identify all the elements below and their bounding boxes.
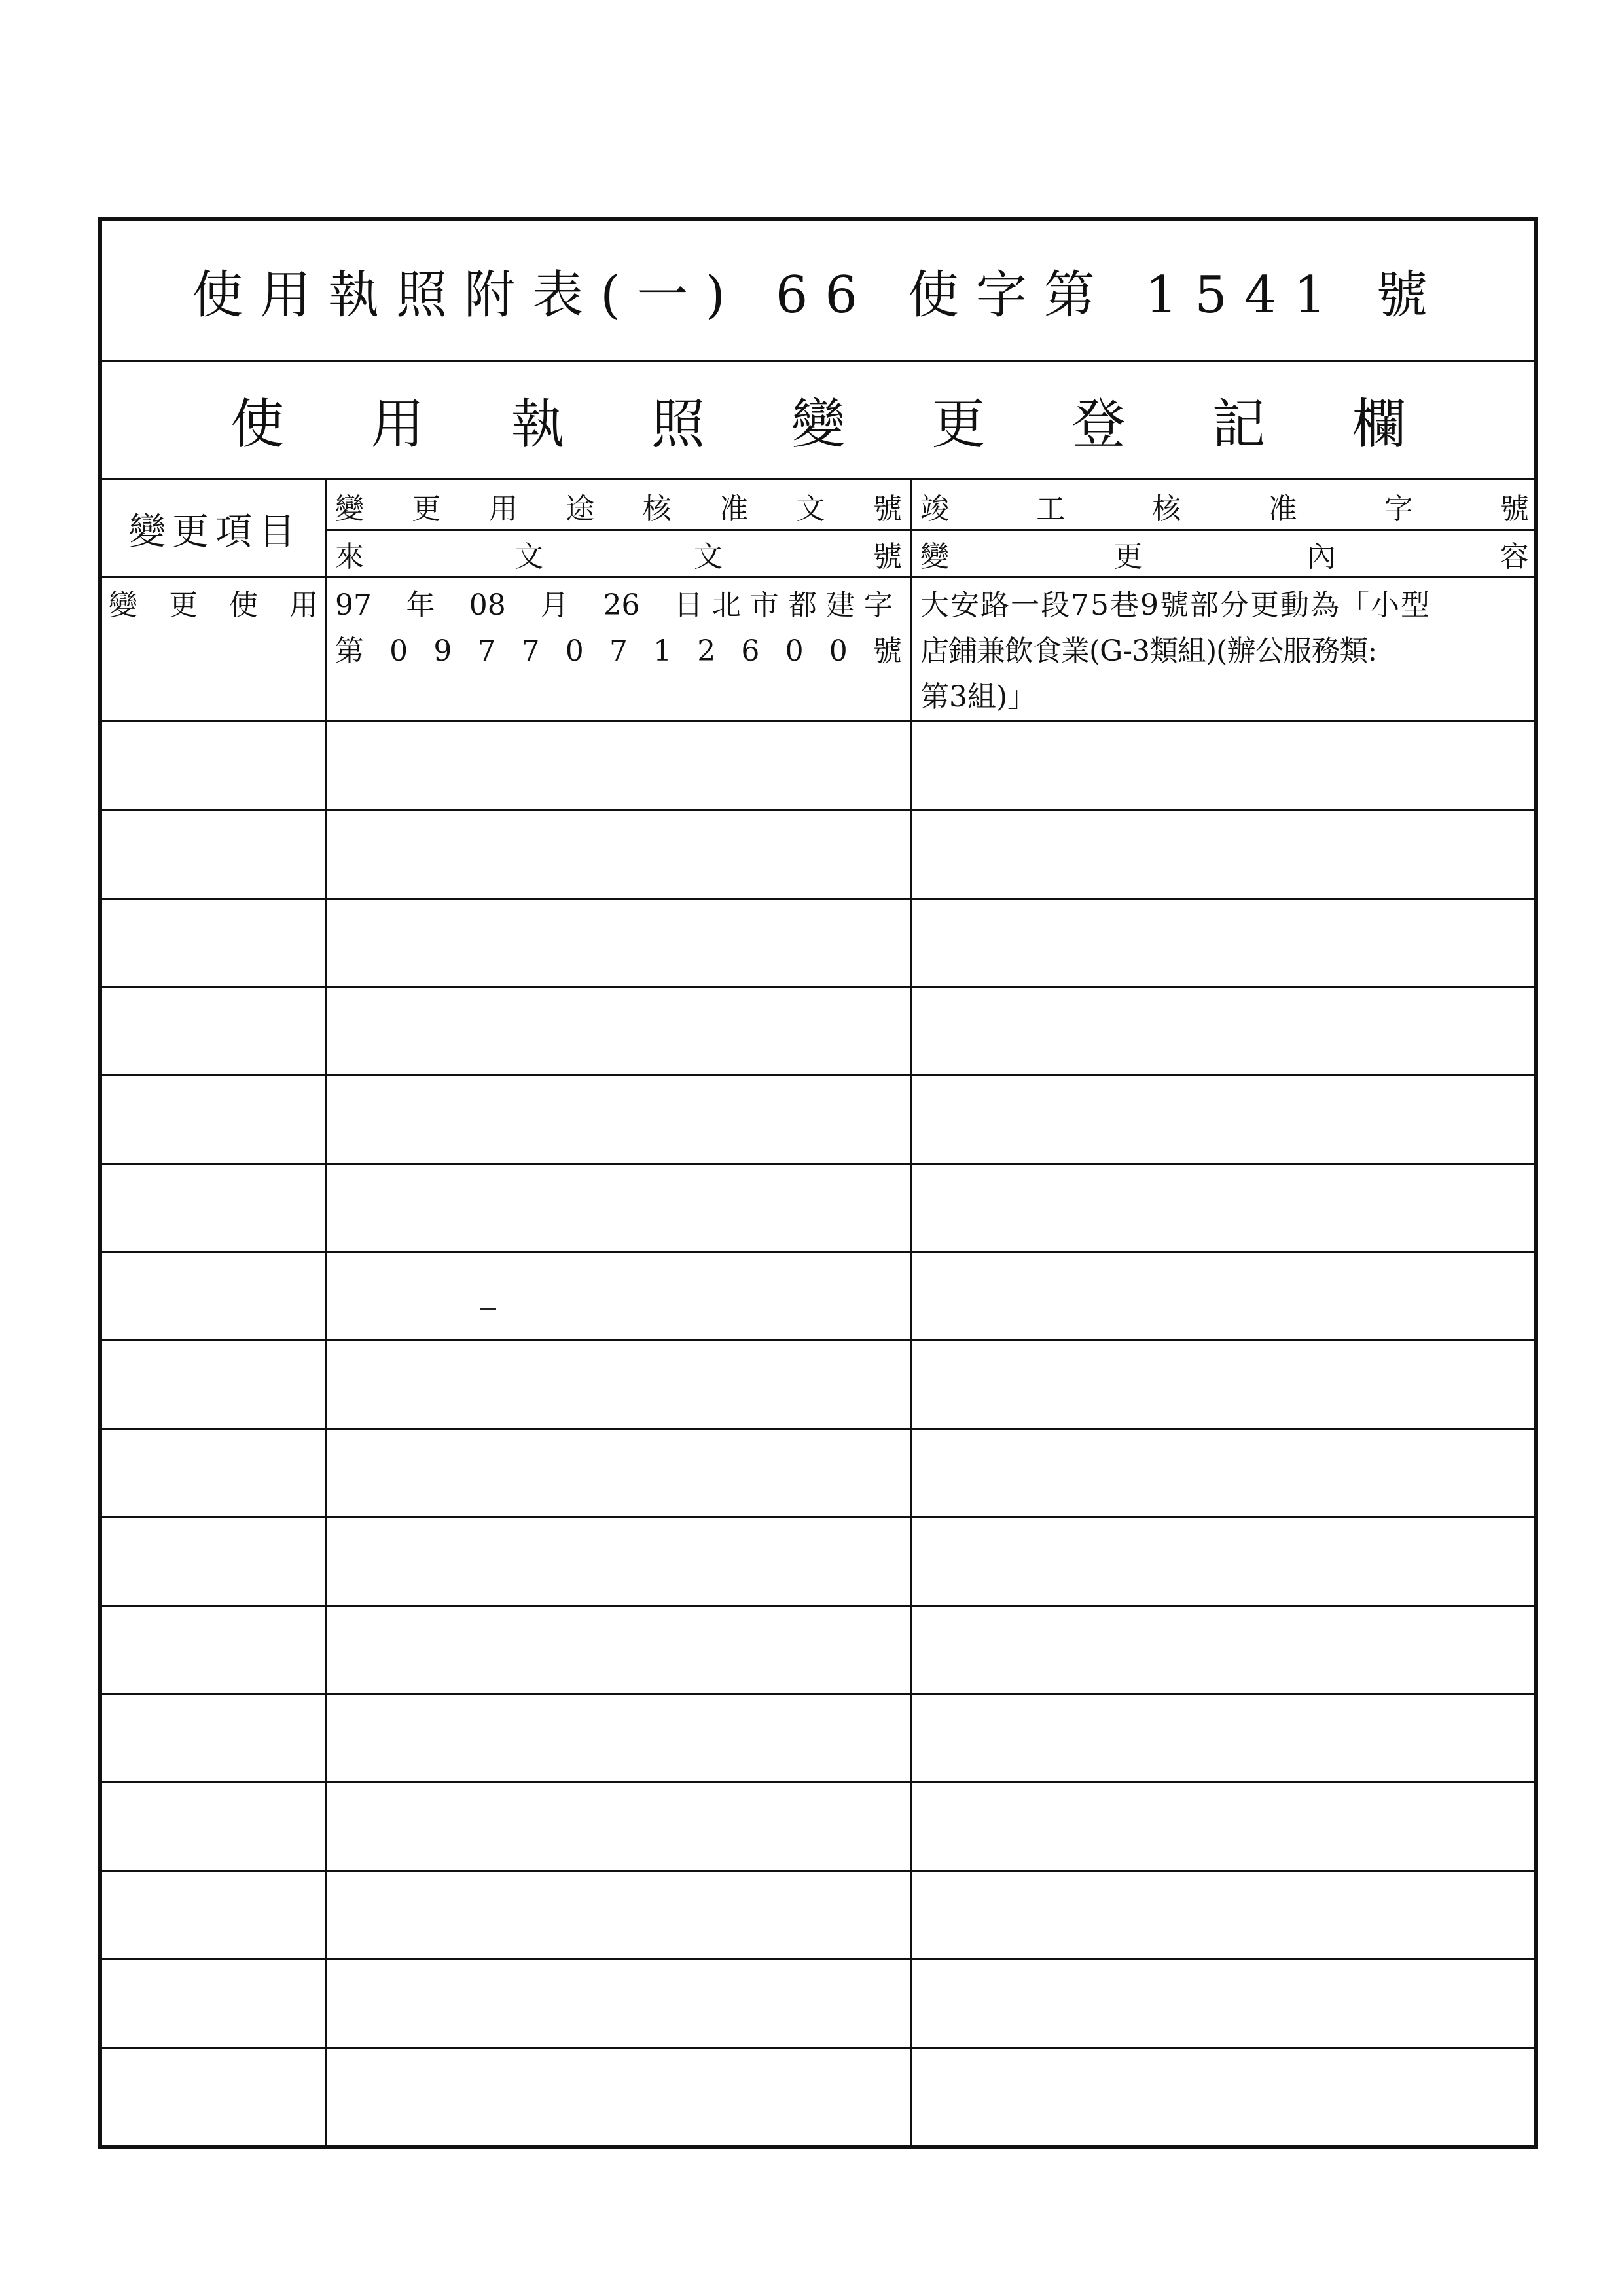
table-row-line (102, 809, 1538, 811)
doc-part: 號 (872, 634, 902, 668)
header-approval-no (335, 483, 902, 529)
table-row-line (102, 1428, 1538, 1430)
table-row-line (102, 1339, 1538, 1341)
completion-no-char: 號 (1500, 492, 1529, 526)
table-row-line (102, 1251, 1538, 1253)
column-divider (325, 480, 327, 2145)
entry-item-char: 更 (169, 589, 198, 622)
subtitle-char: 登 (1071, 393, 1126, 456)
doc-part: 第 (335, 634, 364, 668)
header-completion-no (920, 483, 1529, 529)
table-row-line (102, 1605, 1538, 1607)
subtitle-char: 執 (511, 393, 565, 456)
header-change-content (920, 531, 1529, 576)
table-row-line (102, 720, 1538, 722)
table-row-line (102, 986, 1538, 988)
change-content-char: 變 (920, 539, 949, 574)
change-content-char: 內 (1306, 539, 1336, 574)
doc-part: 97 (335, 589, 372, 622)
subtitle-char: 用 (370, 393, 425, 456)
incoming-doc-char: 來 (335, 539, 364, 574)
entry-item-char: 使 (229, 589, 258, 622)
completion-no-char: 准 (1268, 492, 1297, 526)
table-row-line (102, 1870, 1538, 1872)
entry-item (109, 583, 318, 629)
doc-part: 6 (741, 634, 760, 668)
approval-no-char: 文 (796, 492, 825, 526)
table-row-line (102, 2047, 1538, 2049)
doc-part: 年 (406, 589, 435, 622)
approval-no-char: 變 (335, 492, 364, 526)
header-change-item-label: 變更項目 (129, 511, 302, 553)
incoming-doc-char: 號 (873, 539, 902, 574)
table-row-line (102, 1693, 1538, 1695)
approval-no-char: 准 (719, 492, 749, 526)
approval-no-char: 號 (872, 492, 902, 526)
table-row-line (102, 1958, 1538, 1960)
table-row-line (102, 1074, 1538, 1076)
completion-no-char: 字 (1384, 492, 1413, 526)
doc-part: 2 (697, 634, 716, 668)
entry-change-content (920, 583, 1532, 720)
change-content-char: 容 (1500, 539, 1529, 574)
content-line: 大安路一段75巷9號部分更動為「小型 (920, 589, 1431, 622)
doc-part: 0 (389, 634, 408, 668)
incoming-doc-char: 文 (514, 539, 543, 574)
doc-part: 26 (603, 589, 640, 622)
doc-part: 1 (653, 634, 672, 668)
change-content-char: 更 (1113, 539, 1143, 574)
completion-no-char: 竣 (920, 492, 949, 526)
column-divider (910, 480, 912, 2145)
license-form (98, 217, 1538, 2149)
doc-part: 7 (521, 634, 540, 668)
table-row-line (102, 898, 1538, 900)
doc-part: 9 (433, 634, 452, 668)
doc-part: 0 (565, 634, 584, 668)
doc-part: 0 (829, 634, 848, 668)
subtitle-char: 照 (651, 393, 705, 456)
entry-doc-line-1 (335, 583, 902, 629)
subtitle-char: 記 (1212, 393, 1266, 456)
doc-part: 7 (609, 634, 628, 668)
stray-mark (480, 1308, 496, 1310)
doc-part: 7 (477, 634, 496, 668)
entry-item-char: 變 (109, 589, 137, 622)
header-incoming-doc (335, 531, 902, 576)
table-row-line (102, 1516, 1538, 1518)
subtitle-char: 變 (791, 393, 845, 456)
table-row-line (102, 1163, 1538, 1165)
subtitle-char: 使 (230, 393, 285, 456)
subtitle-char: 更 (931, 393, 986, 456)
approval-no-char: 途 (566, 492, 595, 526)
entry-doc-line-2 (335, 629, 902, 674)
header-change-item (109, 482, 322, 576)
completion-no-char: 工 (1036, 492, 1066, 526)
approval-no-char: 更 (412, 492, 441, 526)
content-line: 第3組)」 (920, 680, 1037, 714)
approval-no-char: 核 (642, 492, 672, 526)
completion-no-char: 核 (1152, 492, 1181, 526)
subtitle-char: 欄 (1352, 393, 1406, 456)
doc-part: 0 (785, 634, 804, 668)
incoming-doc-char: 文 (694, 539, 723, 574)
doc-part: 月 (540, 589, 569, 622)
form-title (102, 221, 1534, 362)
header-bottom-line (102, 576, 1538, 578)
content-line: 店鋪兼飲食業(G-3類組)(辦公服務類: (920, 634, 1377, 668)
doc-part: 08 (469, 589, 506, 622)
approval-no-char: 用 (488, 492, 518, 526)
entry-item-char: 用 (289, 589, 318, 622)
table-row-line (102, 1781, 1538, 1783)
form-subtitle (102, 362, 1534, 480)
doc-part: 日北市都建字 (674, 589, 902, 622)
form-title-text: 使用執照附表(一) 66 使字第 1541 號 (192, 266, 1445, 325)
